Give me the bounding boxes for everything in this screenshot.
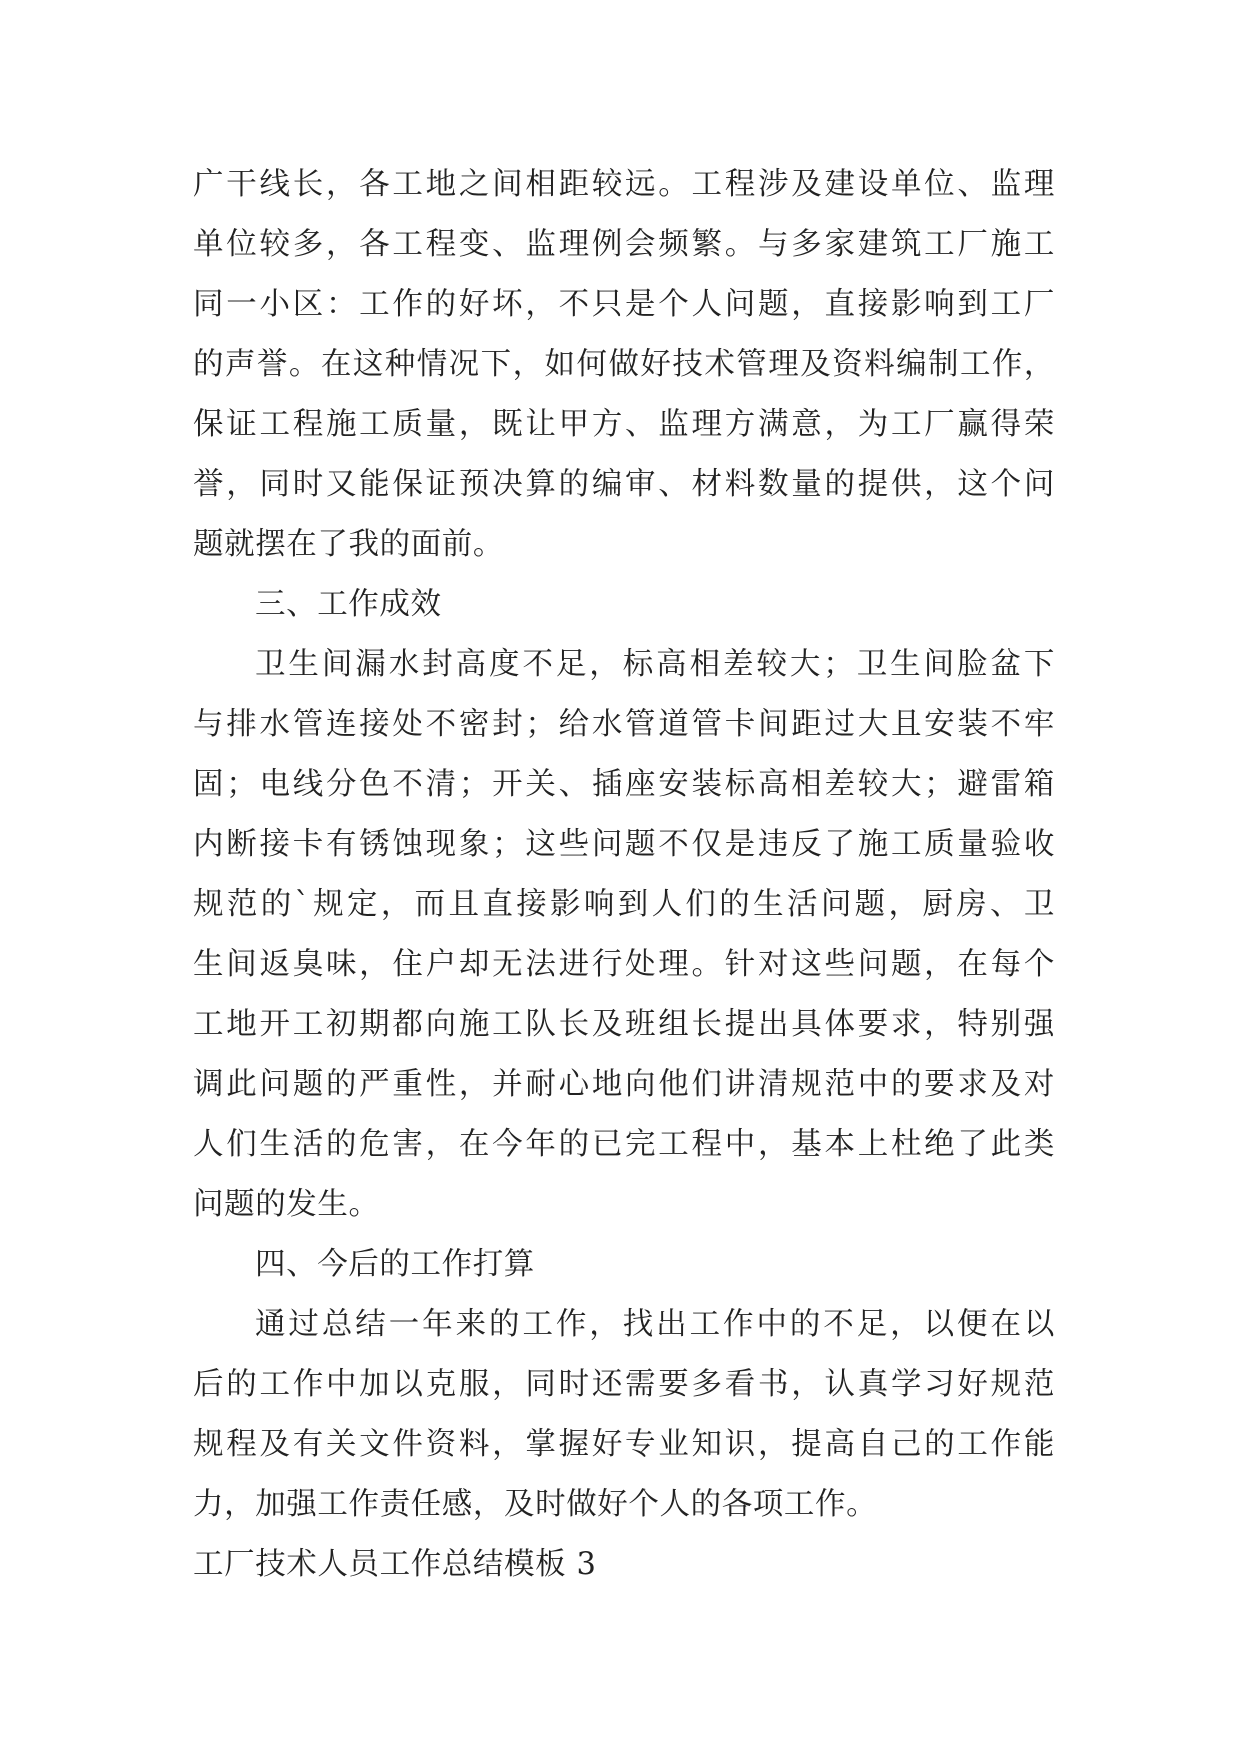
paragraph-plans [193,1295,1055,1535]
text-line: 规范的`规定，而且直接影响到人们的生活问题，厨房、卫 [193,887,1055,922]
text-line: 广干线长，各工地之间相距较远。工程涉及建设单位、监理 [193,167,1055,202]
text-line: 与排水管连接处不密封；给水管道管卡间距过大且安装不牢 [193,707,1055,742]
text-line: 问题的发生。 [193,1187,380,1222]
text-line: 誉，同时又能保证预决算的编审、材料数量的提供，这个问 [193,467,1055,502]
text-line: 工地开工初期都向施工队长及班组长提出具体要求，特别强 [193,1007,1055,1042]
text-line: 保证工程施工质量，既让甲方、监理方满意，为工厂赢得荣 [193,407,1055,442]
text-line: 固；电线分色不清；开关、插座安装标高相差较大；避雷箱 [193,767,1055,802]
paragraph-intro [193,155,1055,575]
text-line: 同一小区：工作的好坏，不只是个人问题，直接影响到工厂 [193,287,1055,322]
text-line: 生间返臭味，住户却无法进行处理。针对这些问题，在每个 [193,947,1055,982]
text-line: 内断接卡有锈蚀现象；这些问题不仅是违反了施工质量验收 [193,827,1055,862]
text-line: 人们生活的危害，在今年的已完工程中，基本上杜绝了此类 [193,1127,1055,1162]
text-line: 调此问题的严重性，并耐心地向他们讲清规范中的要求及对 [193,1067,1055,1102]
paragraph-results [193,635,1055,1235]
text-line: 题就摆在了我的面前。 [193,527,504,562]
text-line: 后的工作中加以克服，同时还需要多看书，认真学习好规范 [193,1367,1055,1402]
text-line: 力，加强工作责任感，及时做好个人的各项工作。 [193,1487,878,1522]
text-line: 单位较多，各工程变、监理例会频繁。与多家建筑工厂施工 [193,227,1055,262]
section-heading-results: 三、工作成效 [255,587,442,622]
next-document-title: 工厂技术人员工作总结模板 3 [193,1547,597,1582]
section-heading-plans: 四、今后的工作打算 [255,1247,535,1282]
document-body [193,155,1055,1595]
text-line: 规程及有关文件资料，掌握好专业知识，提高自己的工作能 [193,1427,1055,1462]
text-line: 通过总结一年来的工作，找出工作中的不足，以便在以 [255,1307,1055,1342]
text-line: 卫生间漏水封高度不足，标高相差较大；卫生间脸盆下 [255,647,1055,682]
text-line: 的声誉。在这种情况下，如何做好技术管理及资料编制工作， [193,347,1055,382]
